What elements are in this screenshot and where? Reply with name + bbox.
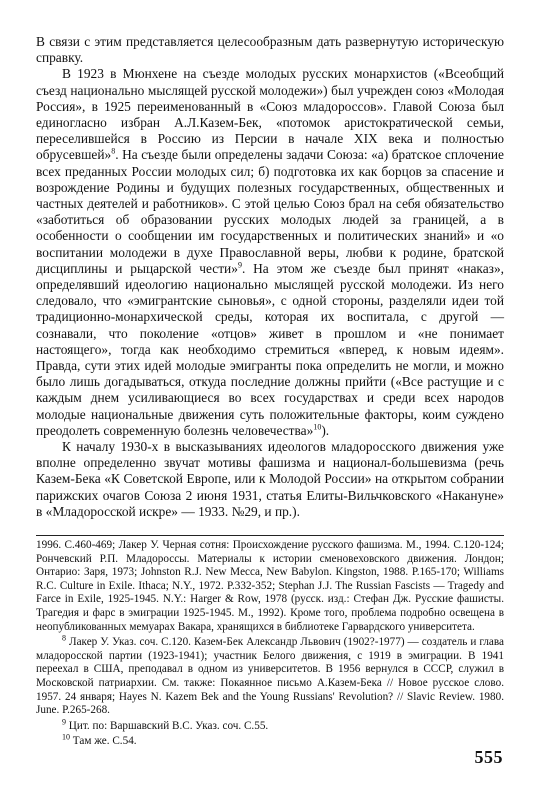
footnotes: [36, 539, 504, 749]
paragraph-text-segment: В 1923 в Мюнхене на съезде молодых русских монархистов («Всеобщий съезд национально мыслящей русской молодежи») был учрежден союз «Молодая Россия», в 1925 переименованный в «Союз младороссов». Главой Союза был единогласно избран А.Л.Казем-Бек, «потомок аристократической семьи, переселившейся в Россию из Персии в начале XIX века и полностью обрусевшей»: [36, 66, 504, 163]
footnote-text: Цит. по: Варшавский В.С. Указ. соч. С.55.: [68, 719, 269, 732]
footnote-text: 1996. С.460-469; Лакер У. Черная сотня: Происхождение русского фашизма. М., 1994. С.120-124; Рончевский Р.П. Младороссы. Материалы к истории сменовеховского движения. Лондон; Онтарио: Заря, 1973; Johnston R.J. New Mecca, New Babylon. Kingston, 1988. P.165-170; Williams R.C. Culture in Exile. Ithaca; N.Y., 1972. P.332-352; Stephan J.J. The Russian Fascists — Tragedy and Farce in Exile, 1925-1945. N.Y.: Harger & Row, 1978 (русск. изд.: Стефан Дж. Русские фашисты. Трагедия и фарс в эмиграции 1925-1945. М., 1992). Кроме того, проблема подробно освещена в неопубликованных мемуарах Вакара, хранящихся в библиотеке Гарвардского университета.: [36, 539, 504, 633]
paragraph-1930s: К началу 1930-х в высказываниях идеологов младоросского движения уже вполне определенно звучат мотивы фашизма и национал-большевизма (речь Казем-Бека «К Советской Европе, или к Молодой России» на открытом собрании парижских очагов Союза 2 июня 1931, статья Елиты-Вильчковского «Накануне» в «Младоросской искре» — 1933. №29, и пр.).: [36, 439, 504, 519]
footnote-ref-9: 9: [237, 260, 242, 270]
footnote-continued: [36, 539, 504, 634]
footnote-ref-10: 10: [313, 422, 322, 432]
paragraph-union-history: [36, 66, 504, 439]
paragraph-text-segment: . На этом же съезде был принят «наказ», определявший идеологию национально мыслящей русской молодежи. Из него следовало, что «эмигрантские сыновья», с одной стороны, разделяли идеи той традиционно-монархической среды, которая их воспитала, с другой — сознавали, что поколение «отцов» живет в прошлом и «не понимает настоящего», тогда как необходимо стремиться «вперед, к новым идеям». Правда, сути этих идей молодые эмигранты пока определить не могли, и можно было лишь догадываться, откуда последние должны прийти («Все растущие и с каждым днем усиливающиеся во всех государствах и среди всех народов молодые национальные движения суть положительные факторы, коим суждено преодолеть современную болезнь человечества»: [36, 260, 505, 438]
book-page: [36, 34, 504, 749]
paragraph-intro: В связи с этим представляется целесообразным дать развернутую историческую справку.: [36, 34, 504, 66]
footnote-mark: 10: [62, 732, 70, 742]
paragraph-text-segment: . На съезде были определены задачи Союза: «а) братское сплочение всех преданных России молодых сил; б) подготовка их как борцов за спасение и возрождение Родины и будущих полезных государственных, общественных и частных деятелей и работников». С этой целью Союз брал на себя обязательство «заботиться об образовании русских молодых людей за границей, а в особенности о сообщении им государственных и политических знаний» и «о воспитании молодежи в духе Православной веры, любви к родине, братской дисциплины и рыцарской чести»: [36, 147, 504, 276]
footnote-divider: [36, 535, 504, 536]
footnote-text: Там же. С.54.: [72, 735, 137, 748]
footnote-mark: 8: [62, 633, 66, 643]
footnote-10: [36, 732, 504, 749]
footnote-mark: 9: [62, 717, 66, 727]
footnote-8: [36, 633, 504, 718]
footnote-ref-8: 8: [111, 146, 116, 156]
page-number: 555: [474, 747, 503, 767]
main-text: [36, 34, 504, 520]
footnote-9: [36, 717, 504, 734]
footnote-text: Лакер У. Указ. соч. С.120. Казем-Бек Александр Львович (1902?-1977) — создатель и глава младоросской партии (1923-1941); участник Белого движения, с 1919 в эмиграции. В 1941 переехал в США, преподавал в одном из университетов. В 1956 вернулся в СССР, служил в Московской патриархии. См. также: Покаянное письмо А.Казем-Бека // Новое русское слово. 1957. 24 января; Hayes N. Kazem Bek and the Young Russians' Revolution? // Slavic Review. 1980. June. P.265-268.: [36, 636, 504, 717]
paragraph-text-segment: ).: [321, 422, 330, 438]
